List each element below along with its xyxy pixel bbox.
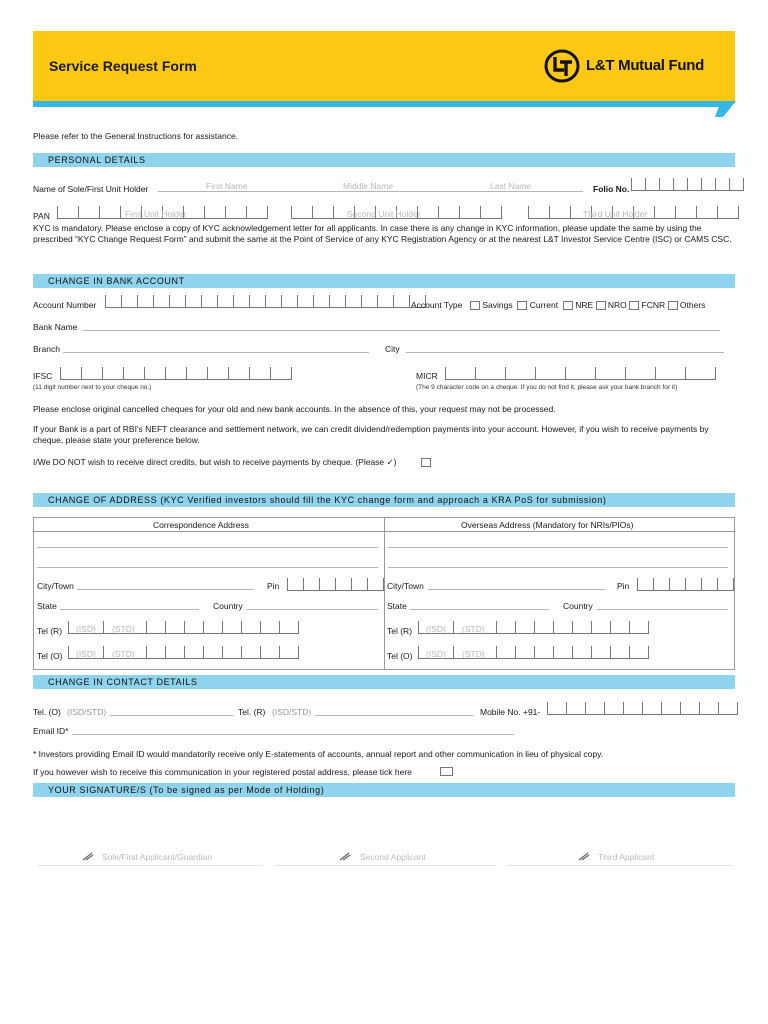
first-name-placeholder: First Name bbox=[206, 181, 248, 191]
section-heading: CHANGE OF ADDRESS (KYC Verified investors should fill the KYC change form and approach a KRA PoS for submission) bbox=[48, 495, 607, 505]
corr-pin-input[interactable] bbox=[287, 578, 384, 591]
lt-logo-icon bbox=[543, 48, 581, 84]
pen-icon bbox=[578, 852, 590, 861]
postal-note: If you however wish to receive this communication in your registered postal address, please tick here bbox=[33, 767, 412, 777]
overseas-state-label: State bbox=[387, 601, 407, 611]
savings-checkbox[interactable] bbox=[470, 301, 480, 310]
pan-first-placeholder: First Unit Holder bbox=[125, 209, 187, 219]
corr-tel-o-std: (STD) bbox=[112, 649, 135, 659]
overseas-tel-r-isd: (ISD) bbox=[426, 624, 446, 634]
section-heading: PERSONAL DETAILS bbox=[48, 155, 146, 165]
bank-note-neft: If your Bank is a part of RBI's NEFT clearance and settlement network, we can credit dividend/redemption payments into your account. However, if you wish to receive payments by cheque, please state your preference below. bbox=[33, 424, 709, 445]
brand-name: L&T Mutual Fund bbox=[586, 57, 704, 74]
bank-name-line[interactable] bbox=[83, 330, 720, 331]
overseas-tel-r-input[interactable] bbox=[418, 621, 649, 634]
middle-name-placeholder: Middle Name bbox=[343, 181, 394, 191]
contact-tel-r-line[interactable] bbox=[315, 715, 473, 716]
section-contact-details bbox=[33, 675, 735, 689]
email-line[interactable] bbox=[72, 734, 514, 735]
contact-tel-r-label: Tel. (R) bbox=[238, 707, 266, 717]
corr-tel-o-input[interactable] bbox=[68, 646, 299, 659]
overseas-pin-input[interactable] bbox=[637, 578, 734, 591]
ifsc-input[interactable] bbox=[60, 367, 292, 380]
overseas-tel-o-input[interactable] bbox=[418, 646, 649, 659]
correspondence-line-2[interactable] bbox=[37, 567, 378, 568]
corr-city-label: City/Town bbox=[37, 581, 74, 591]
corr-tel-r-input[interactable] bbox=[68, 621, 299, 634]
micr-input[interactable] bbox=[445, 367, 716, 380]
branch-label: Branch bbox=[33, 344, 60, 354]
fcnr-checkbox[interactable] bbox=[629, 301, 639, 310]
corr-country-line[interactable] bbox=[246, 609, 378, 610]
overseas-tel-o-std: (STD) bbox=[462, 649, 485, 659]
email-label: Email ID* bbox=[33, 726, 69, 736]
overseas-country-label: Country bbox=[563, 601, 593, 611]
folio-input[interactable] bbox=[631, 178, 744, 191]
contact-tel-o-hint: (ISD/STD) bbox=[67, 707, 107, 717]
fcnr-label: FCNR bbox=[641, 300, 666, 310]
savings-label: Savings bbox=[482, 300, 513, 310]
email-note: * Investors providing Email ID would mandatorily receive only E-statements of accounts, annual report and other communication in lieu of physical copy. bbox=[33, 749, 604, 759]
contact-tel-o-line[interactable] bbox=[110, 715, 233, 716]
account-number-input[interactable] bbox=[105, 295, 426, 308]
nre-checkbox[interactable] bbox=[563, 301, 573, 310]
address-table-divider bbox=[384, 517, 385, 669]
correspondence-address-title: Correspondence Address bbox=[153, 520, 249, 530]
nro-checkbox[interactable] bbox=[596, 301, 606, 310]
city-label: City bbox=[385, 344, 400, 354]
corr-state-line[interactable] bbox=[60, 609, 199, 610]
section-heading: YOUR SIGNATURE/S (To be signed as per Mode of Holding) bbox=[48, 785, 325, 795]
ifsc-label: IFSC bbox=[33, 371, 53, 381]
others-checkbox[interactable] bbox=[668, 301, 678, 310]
pen-icon bbox=[339, 852, 351, 861]
account-type-label: Account Type bbox=[411, 300, 463, 310]
corr-tel-r-std: (STD) bbox=[112, 624, 135, 634]
current-label: Current bbox=[529, 300, 559, 310]
account-type-options bbox=[470, 300, 705, 310]
nro-label: NRO bbox=[607, 300, 627, 310]
corr-tel-o-isd: (ISD) bbox=[76, 649, 96, 659]
overseas-line-2[interactable] bbox=[388, 567, 728, 568]
overseas-tel-o-label: Tel (O) bbox=[387, 651, 413, 661]
mobile-input[interactable] bbox=[547, 702, 738, 715]
section-change-of-address bbox=[33, 493, 735, 507]
overseas-city-line[interactable] bbox=[428, 589, 605, 590]
overseas-line-1[interactable] bbox=[388, 547, 728, 548]
correspondence-line-1[interactable] bbox=[37, 547, 378, 548]
signature-line-second[interactable] bbox=[274, 865, 496, 866]
current-checkbox[interactable] bbox=[517, 301, 527, 310]
branch-line[interactable] bbox=[63, 352, 369, 353]
last-name-placeholder: Last Name bbox=[490, 181, 532, 191]
header-stripe-corner bbox=[715, 99, 737, 119]
corr-tel-r-isd: (ISD) bbox=[76, 624, 96, 634]
section-heading: CHANGE IN CONTACT DETAILS bbox=[48, 677, 198, 687]
contact-tel-o-label: Tel. (O) bbox=[33, 707, 61, 717]
signature-line-first[interactable] bbox=[37, 865, 263, 866]
account-number-label: Account Number bbox=[33, 300, 97, 310]
header-stripe bbox=[33, 101, 721, 107]
overseas-city-label: City/Town bbox=[387, 581, 424, 591]
corr-tel-o-label: Tel (O) bbox=[37, 651, 63, 661]
section-signatures bbox=[33, 783, 735, 797]
pan-label: PAN bbox=[33, 211, 50, 221]
section-personal-details bbox=[33, 153, 735, 167]
contact-tel-r-hint: (ISD/STD) bbox=[272, 707, 312, 717]
overseas-tel-o-isd: (ISD) bbox=[426, 649, 446, 659]
corr-country-label: Country bbox=[213, 601, 243, 611]
section-heading: CHANGE IN BANK ACCOUNT bbox=[48, 276, 185, 286]
overseas-tel-r-label: Tel (R) bbox=[387, 626, 413, 636]
pan-second-placeholder: Second Unit Holder bbox=[347, 209, 421, 219]
overseas-country-line[interactable] bbox=[597, 609, 728, 610]
postal-preference-checkbox[interactable] bbox=[440, 767, 453, 776]
signature-third-label: Third Applicant bbox=[598, 852, 655, 862]
bank-note-cheques: Please enclose original cancelled cheques for your old and new bank accounts. In the absence of this, your request may not be processed. bbox=[33, 404, 556, 414]
overseas-pin-label: Pin bbox=[617, 581, 630, 591]
ifsc-hint: (11 digit number next to your cheque no.) bbox=[33, 384, 152, 391]
form-title: Service Request Form bbox=[49, 58, 197, 74]
mobile-label: Mobile No. +91- bbox=[480, 707, 541, 717]
bank-city-line[interactable] bbox=[406, 352, 724, 353]
corr-pin-label: Pin bbox=[267, 581, 280, 591]
corr-tel-r-label: Tel (R) bbox=[37, 626, 63, 636]
micr-label: MICR bbox=[416, 371, 438, 381]
pen-icon bbox=[82, 852, 94, 861]
address-header-rule bbox=[33, 531, 735, 532]
nre-label: NRE bbox=[575, 300, 594, 310]
pan-third-placeholder: Third Unit Holder bbox=[583, 209, 648, 219]
overseas-address-title: Overseas Address (Mandatory for NRIs/PIOs) bbox=[461, 520, 634, 530]
name-field-line[interactable] bbox=[158, 191, 583, 192]
overseas-state-line[interactable] bbox=[410, 609, 549, 610]
signature-first-label: Sole/First Applicant/Guardian bbox=[102, 852, 213, 862]
others-label: Others bbox=[679, 300, 706, 310]
intro-text: Please refer to the General Instructions for assistance. bbox=[33, 131, 239, 141]
micr-hint: (The 9 character code on a cheque. If you do not find it, please ask your bank branch for it) bbox=[416, 384, 678, 391]
bank-note-no-direct-credit: I/We DO NOT wish to receive direct credits, but wish to receive payments by cheque. (Please ✓) bbox=[33, 457, 397, 467]
folio-label: Folio No. bbox=[593, 184, 630, 194]
corr-state-label: State bbox=[37, 601, 57, 611]
kyc-note: KYC is mandatory. Please enclose a copy of KYC acknowledgement letter for all applicants. In case there is any change in KYC information, please update the same by using the prescribed “KYC Change Request Form” and submit the same at the Point of Service of any KYC Registration Agency or at the nearest L&T Investor Service Centre (ISC) or CAMS CSC. bbox=[33, 223, 732, 244]
corr-city-line[interactable] bbox=[77, 589, 254, 590]
section-bank-account bbox=[33, 274, 735, 288]
signature-second-label: Second Applicant bbox=[360, 852, 426, 862]
bank-name-label: Bank Name bbox=[33, 322, 78, 332]
name-label: Name of Sole/First Unit Holder bbox=[33, 184, 149, 194]
signature-line-third[interactable] bbox=[506, 865, 732, 866]
cheque-preference-checkbox[interactable] bbox=[421, 458, 431, 467]
overseas-tel-r-std: (STD) bbox=[462, 624, 485, 634]
